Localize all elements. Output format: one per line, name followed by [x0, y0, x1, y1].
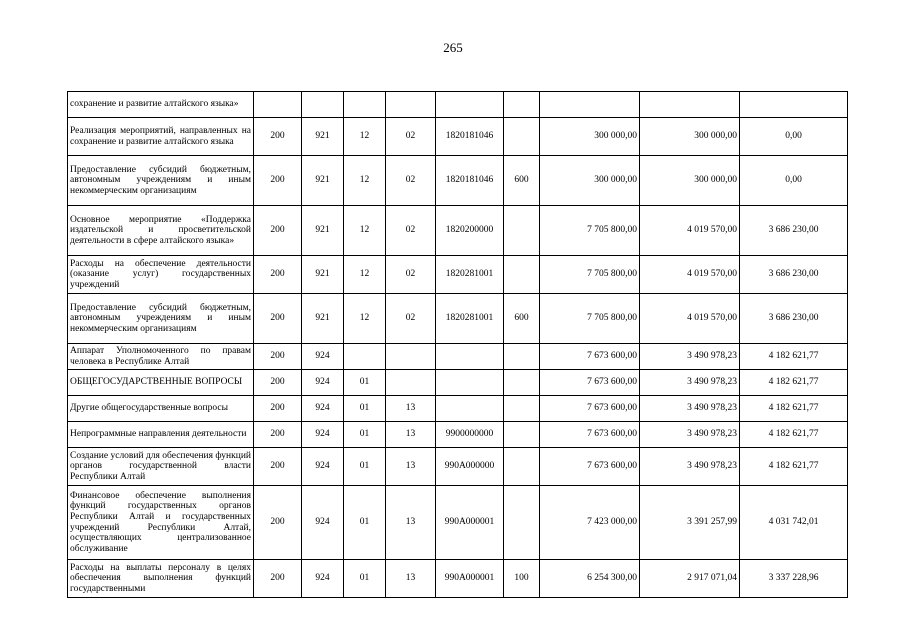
row-sum-1: 7 423 000,00 — [540, 486, 640, 560]
row-gr: 200 — [254, 344, 302, 370]
row-gr: 200 — [254, 422, 302, 448]
row-gr: 200 — [254, 560, 302, 598]
table-row — [68, 486, 848, 560]
row-pr: 02 — [386, 294, 436, 344]
row-pr: 13 — [386, 396, 436, 422]
row-name: Расходы на выплаты персоналу в целях обеспечения выполнения функций государственными — [68, 560, 254, 598]
row-csr: 1820181046 — [436, 156, 504, 206]
row-gr: 200 — [254, 370, 302, 396]
row-gr: 200 — [254, 486, 302, 560]
row-ved: 924 — [302, 422, 344, 448]
row-ved: 924 — [302, 560, 344, 598]
table-row — [68, 206, 848, 256]
row-name: Расходы на обеспечение деятельности (оказание услуг) государственных учреждений — [68, 256, 254, 294]
table-row — [68, 396, 848, 422]
row-pr: 13 — [386, 448, 436, 486]
row-sum-1: 7 673 600,00 — [540, 422, 640, 448]
row-csr: 9900000000 — [436, 422, 504, 448]
table-row — [68, 344, 848, 370]
row-sum-1: 7 673 600,00 — [540, 396, 640, 422]
row-name: Другие общегосударственные вопросы — [68, 396, 254, 422]
row-sum-1: 300 000,00 — [540, 156, 640, 206]
row-gr — [254, 92, 302, 118]
row-sum-2: 3 490 978,23 — [640, 370, 740, 396]
row-vr: 600 — [504, 156, 540, 206]
row-csr: 1820281001 — [436, 256, 504, 294]
table-row — [68, 294, 848, 344]
row-sum-2: 300 000,00 — [640, 156, 740, 206]
row-gr: 200 — [254, 448, 302, 486]
row-name: Предоставление субсидий бюджетным, автономным учреждениям и иным некоммерческим организациям — [68, 156, 254, 206]
row-gr: 200 — [254, 156, 302, 206]
row-csr: 990А000001 — [436, 560, 504, 598]
row-pr: 13 — [386, 560, 436, 598]
table-row — [68, 560, 848, 598]
table-row — [68, 92, 848, 118]
row-vr: 100 — [504, 560, 540, 598]
row-vr — [504, 206, 540, 256]
row-sum-1: 7 673 600,00 — [540, 448, 640, 486]
row-ved: 924 — [302, 370, 344, 396]
row-ved: 921 — [302, 256, 344, 294]
page-number: 265 — [443, 40, 463, 55]
row-name: Непрограммные направления деятельности — [68, 422, 254, 448]
row-vr — [504, 422, 540, 448]
row-ved: 921 — [302, 156, 344, 206]
row-ved: 924 — [302, 486, 344, 560]
row-sum-3: 3 686 230,00 — [740, 256, 848, 294]
row-sum-2: 300 000,00 — [640, 118, 740, 156]
row-rz: 12 — [344, 294, 386, 344]
row-ved: 921 — [302, 118, 344, 156]
budget-table — [67, 91, 848, 598]
table-row — [68, 118, 848, 156]
row-sum-1: 7 673 600,00 — [540, 344, 640, 370]
row-sum-2: 3 391 257,99 — [640, 486, 740, 560]
row-sum-1: 7 673 600,00 — [540, 370, 640, 396]
row-vr — [504, 370, 540, 396]
row-name: Реализация мероприятий, направленных на сохранение и развитие алтайского языка — [68, 118, 254, 156]
row-vr — [504, 344, 540, 370]
row-vr — [504, 118, 540, 156]
row-gr: 200 — [254, 396, 302, 422]
row-sum-1: 300 000,00 — [540, 118, 640, 156]
row-sum-2: 3 490 978,23 — [640, 422, 740, 448]
row-ved: 921 — [302, 294, 344, 344]
row-pr: 13 — [386, 422, 436, 448]
row-name: Аппарат Уполномоченного по правам человека в Республике Алтай — [68, 344, 254, 370]
row-pr — [386, 370, 436, 396]
row-rz: 01 — [344, 486, 386, 560]
table-row — [68, 156, 848, 206]
row-vr — [504, 92, 540, 118]
table-row — [68, 422, 848, 448]
row-sum-2: 4 019 570,00 — [640, 256, 740, 294]
row-csr: 1820281001 — [436, 294, 504, 344]
row-name: Предоставление субсидий бюджетным, автономным учреждениям и иным некоммерческим организациям — [68, 294, 254, 344]
row-sum-2: 2 917 071,04 — [640, 560, 740, 598]
row-pr: 02 — [386, 118, 436, 156]
row-sum-3 — [740, 92, 848, 118]
row-vr: 600 — [504, 294, 540, 344]
row-name: Основное мероприятие «Поддержка издательской и просветительской деятельности в сфере алтайского языка» — [68, 206, 254, 256]
row-rz: 12 — [344, 156, 386, 206]
row-gr: 200 — [254, 118, 302, 156]
row-gr: 200 — [254, 206, 302, 256]
row-ved — [302, 92, 344, 118]
row-vr — [504, 448, 540, 486]
row-sum-2: 3 490 978,23 — [640, 448, 740, 486]
row-sum-3: 0,00 — [740, 118, 848, 156]
row-csr — [436, 370, 504, 396]
row-rz — [344, 344, 386, 370]
row-gr: 200 — [254, 256, 302, 294]
row-name: Создание условий для обеспечения функций органов государственной власти Республики Алтай — [68, 448, 254, 486]
row-csr: 990А000000 — [436, 448, 504, 486]
row-vr — [504, 486, 540, 560]
row-sum-2: 3 490 978,23 — [640, 396, 740, 422]
row-sum-1: 7 705 800,00 — [540, 294, 640, 344]
row-sum-3: 3 686 230,00 — [740, 206, 848, 256]
row-csr: 1820181046 — [436, 118, 504, 156]
row-csr: 990А000001 — [436, 486, 504, 560]
row-sum-3: 4 182 621,77 — [740, 448, 848, 486]
row-pr: 13 — [386, 486, 436, 560]
row-rz: 01 — [344, 370, 386, 396]
row-rz: 01 — [344, 448, 386, 486]
table-row — [68, 448, 848, 486]
row-csr — [436, 344, 504, 370]
row-sum-2: 4 019 570,00 — [640, 294, 740, 344]
row-rz: 12 — [344, 256, 386, 294]
row-gr: 200 — [254, 294, 302, 344]
row-rz: 01 — [344, 396, 386, 422]
row-pr: 02 — [386, 156, 436, 206]
row-ved: 924 — [302, 448, 344, 486]
row-sum-1: 6 254 300,00 — [540, 560, 640, 598]
row-pr: 02 — [386, 206, 436, 256]
row-vr — [504, 256, 540, 294]
row-ved: 924 — [302, 344, 344, 370]
row-pr — [386, 92, 436, 118]
row-sum-3: 3 686 230,00 — [740, 294, 848, 344]
row-sum-1 — [540, 92, 640, 118]
row-sum-2: 3 490 978,23 — [640, 344, 740, 370]
row-rz: 01 — [344, 422, 386, 448]
row-csr — [436, 92, 504, 118]
row-sum-3: 4 031 742,01 — [740, 486, 848, 560]
row-rz: 01 — [344, 560, 386, 598]
row-sum-3: 4 182 621,77 — [740, 370, 848, 396]
row-rz — [344, 92, 386, 118]
row-pr — [386, 344, 436, 370]
row-pr: 02 — [386, 256, 436, 294]
row-name: сохранение и развитие алтайского языка» — [68, 92, 254, 118]
row-name: Финансовое обеспечение выполнения функций государственных органов Республики Алтай и государственных учреждений Республики Алтай, осуществляющих централизованное обслуживание — [68, 486, 254, 560]
row-sum-1: 7 705 800,00 — [540, 256, 640, 294]
row-ved: 921 — [302, 206, 344, 256]
row-csr — [436, 396, 504, 422]
row-rz: 12 — [344, 206, 386, 256]
row-csr: 1820200000 — [436, 206, 504, 256]
row-name: ОБЩЕГОСУДАРСТВЕННЫЕ ВОПРОСЫ — [68, 370, 254, 396]
row-sum-3: 4 182 621,77 — [740, 422, 848, 448]
row-ved: 924 — [302, 396, 344, 422]
budget-table-body — [68, 92, 848, 598]
row-sum-1: 7 705 800,00 — [540, 206, 640, 256]
table-row — [68, 256, 848, 294]
row-sum-3: 0,00 — [740, 156, 848, 206]
row-sum-2 — [640, 92, 740, 118]
row-sum-3: 3 337 228,96 — [740, 560, 848, 598]
row-sum-3: 4 182 621,77 — [740, 396, 848, 422]
row-sum-2: 4 019 570,00 — [640, 206, 740, 256]
row-sum-3: 4 182 621,77 — [740, 344, 848, 370]
table-row — [68, 370, 848, 396]
row-vr — [504, 396, 540, 422]
row-rz: 12 — [344, 118, 386, 156]
